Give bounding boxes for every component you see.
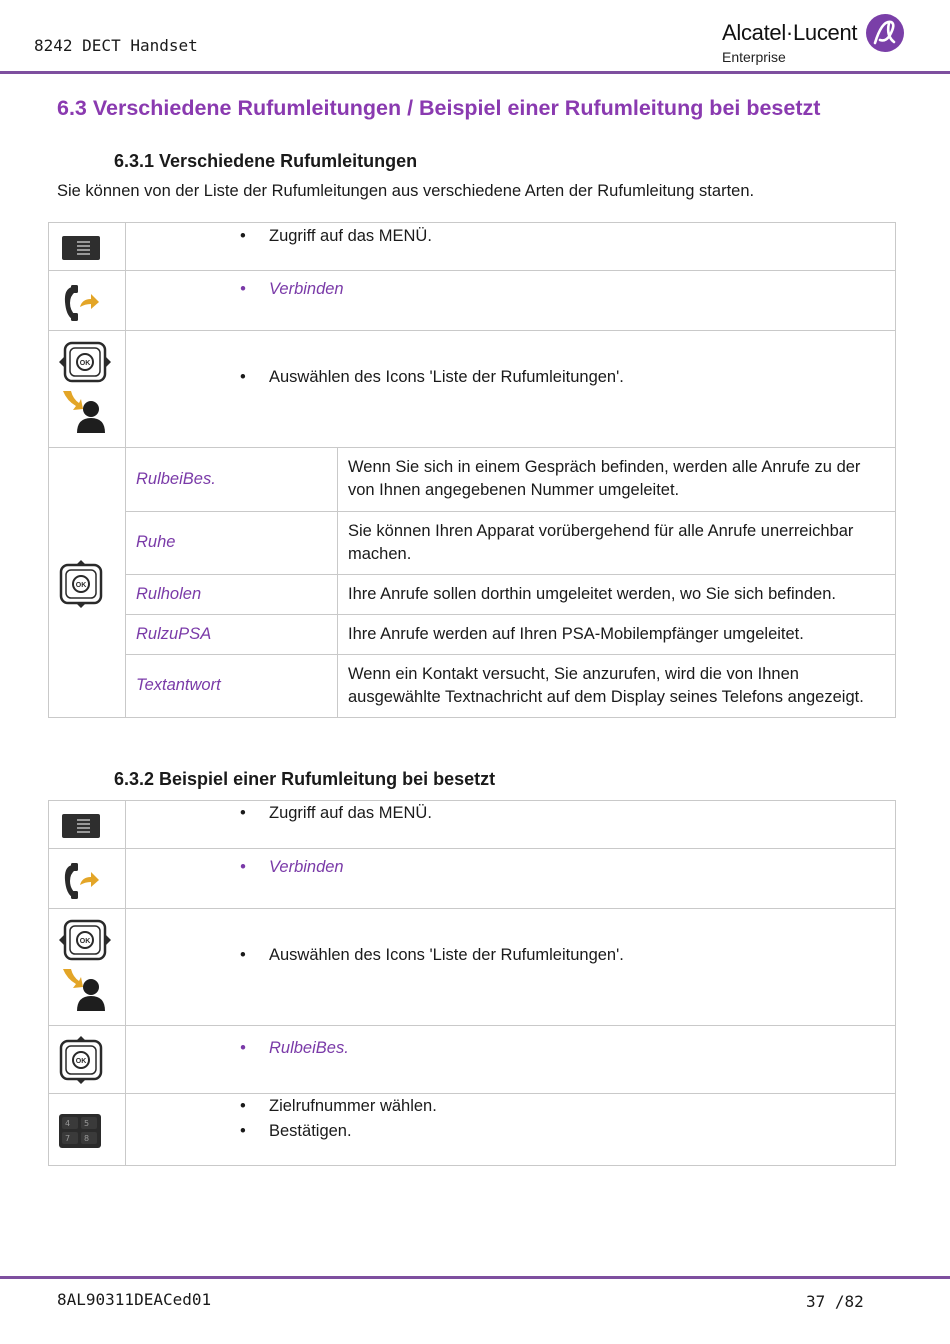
options-row [49,448,896,718]
svg-text:OK: OK [75,1058,87,1065]
call-forward-icon [61,861,101,901]
text-cell [126,1026,896,1094]
option-label: RulzuPSA [126,614,338,654]
options-cell [126,448,896,718]
logo-mark-icon [866,14,904,52]
subsection-title-2: 6.3.2 Beispiel einer Rufumleitung bei besetzt [114,769,496,789]
navigator-ok-forward-user-icon [59,341,111,433]
option-row [126,574,895,614]
step-row [49,849,896,909]
steps-table-1 [48,222,896,718]
option-row [126,511,895,574]
option-description: Ihre Anrufe sollen dorthin umgeleitet werden, wo Sie sich befinden. [338,574,896,614]
option-description: Sie können Ihren Apparat vorübergehend für alle Anrufe unerreichbar machen. [338,511,896,574]
svg-text:OK: OK [75,582,87,589]
step-row [49,271,896,331]
call-forward-icon [61,283,101,323]
subsection-title-1: 6.3.1 Verschiedene Rufumleitungen [114,151,418,171]
menu-key-icon [61,235,101,261]
steps-table-2 [48,800,896,1166]
text-cell [126,849,896,909]
keypad-key: 4 [65,1119,71,1128]
option-label: Textantwort [126,654,338,717]
document-title: 8242 DECT Handset [34,36,198,55]
step-row [49,1026,896,1094]
svg-text:OK: OK [79,938,91,945]
step-row [49,223,896,271]
step-text: • Zugriff auf das MENÜ. [126,801,895,825]
menu-key-icon [61,813,101,839]
keypad-key: 5 [84,1119,90,1128]
option-description: Wenn ein Kontakt versucht, Sie anzurufen, wird die von Ihnen ausgewählte Textnachricht auf dem Display seines Telefons angezeigt. [338,654,896,717]
logo-subtitle: Enterprise [722,49,786,65]
step-row [49,801,896,849]
icon-cell [49,909,126,1026]
page-header [0,0,950,74]
icon-cell [49,223,126,271]
navigator-ok-icon [59,560,103,608]
text-cell [126,331,896,448]
icon-cell [49,271,126,331]
icon-cell [49,448,126,718]
navigator-ok-forward-user-icon [59,919,111,1011]
page-number: 37 /82 [806,1292,864,1311]
option-description: Ihre Anrufe werden auf Ihren PSA-Mobilempfänger umgeleitet. [338,614,896,654]
icon-cell [49,1094,126,1166]
step-row [49,1094,896,1166]
header-rule [0,71,950,74]
step-row [49,331,896,448]
option-label: Ruhe [126,511,338,574]
option-description: Wenn Sie sich in einem Gespräch befinden, werden alle Anrufe zu der von Ihnen angegebenen Nummer umgeleitet. [338,448,896,511]
icon-cell [49,1026,126,1094]
step-text: • Auswählen des Icons 'Liste der Rufumleitungen'. [126,365,895,389]
text-cell [126,801,896,849]
keypad-icon [59,1114,101,1148]
intro-paragraph: Sie können von der Liste der Rufumleitungen aus verschiedene Arten der Rufumleitung starten. [57,182,755,200]
step-text: • Zielrufnummer wählen. [126,1094,895,1118]
icon-cell [49,849,126,909]
step-text: • Verbinden [126,277,895,301]
step-row [49,909,896,1026]
option-label: RulbeiBes. [126,448,338,511]
footer-rule [0,1276,950,1279]
keypad-key: 7 [65,1134,71,1143]
step-text: • Zugriff auf das MENÜ. [126,224,895,248]
keypad-key: 8 [84,1134,90,1143]
step-text: • Verbinden [126,855,895,879]
forwarding-options-table [126,448,895,717]
step-text: • RulbeiBes. [126,1036,895,1060]
option-row [126,654,895,717]
alcatel-lucent-logo [720,14,910,70]
option-row [126,614,895,654]
section-title: 6.3 Verschiedene Rufumleitungen / Beispiel einer Rufumleitung bei besetzt [57,96,821,120]
navigator-ok-icon [59,1036,103,1084]
text-cell [126,1094,896,1166]
step-text: • Bestätigen. [126,1119,895,1143]
text-cell [126,909,896,1026]
svg-text:OK: OK [79,360,91,367]
step-text: • Auswählen des Icons 'Liste der Rufumleitungen'. [126,943,895,967]
text-cell [126,223,896,271]
document-reference: 8AL90311DEACed01 [57,1290,212,1309]
text-cell [126,271,896,331]
icon-cell [49,331,126,448]
icon-cell [49,801,126,849]
logo-name: Alcatel·Lucent [722,20,858,45]
option-label: Rulholen [126,574,338,614]
option-row [126,448,895,511]
